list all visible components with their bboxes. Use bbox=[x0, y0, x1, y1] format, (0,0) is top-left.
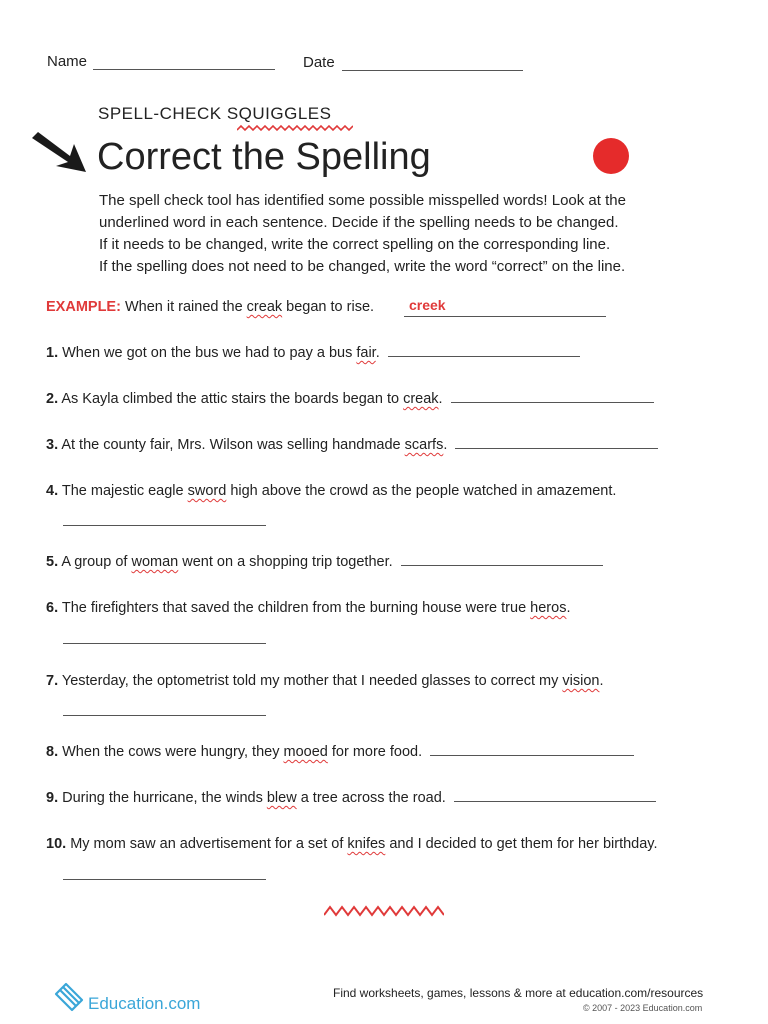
question-text: The majestic eagle bbox=[61, 483, 184, 499]
question-number: 5. bbox=[46, 554, 59, 570]
question-text-after: . bbox=[599, 673, 604, 689]
question-number: 3. bbox=[46, 437, 59, 453]
example-label: EXAMPLE: bbox=[46, 299, 121, 315]
question-5 bbox=[46, 554, 603, 570]
question-9 bbox=[46, 790, 656, 806]
question-word: sword bbox=[187, 483, 227, 499]
answer-line-7[interactable] bbox=[63, 714, 266, 716]
answer-line-5[interactable] bbox=[401, 564, 603, 566]
question-text-after: . bbox=[566, 600, 571, 616]
question-7 bbox=[46, 673, 603, 689]
question-text-after: for more food. bbox=[331, 744, 423, 760]
worksheet-kicker: SPELL-CHECK SQUIGGLES bbox=[98, 104, 332, 123]
instructions bbox=[99, 190, 626, 278]
question-text: During the hurricane, the winds bbox=[62, 790, 263, 806]
example-row bbox=[46, 299, 374, 315]
question-3 bbox=[46, 437, 658, 453]
question-text-after: . bbox=[438, 391, 443, 407]
question-text-after: . bbox=[443, 437, 448, 453]
example-text-after: began to rise. bbox=[286, 299, 375, 315]
example-word: creak bbox=[246, 299, 283, 315]
answer-line-4[interactable] bbox=[63, 524, 266, 526]
answer-line-9[interactable] bbox=[454, 800, 656, 802]
name-field[interactable] bbox=[93, 68, 275, 70]
name-label: Name bbox=[47, 53, 88, 70]
question-10 bbox=[46, 836, 658, 852]
question-word: vision bbox=[562, 673, 600, 689]
question-word: scarfs bbox=[404, 437, 444, 453]
question-word: knifes bbox=[347, 836, 386, 852]
question-8 bbox=[46, 744, 634, 760]
red-dot-icon bbox=[593, 138, 629, 174]
question-text: At the county fair, Mrs. Wilson was selling handmade bbox=[61, 437, 401, 453]
example-answer-line bbox=[404, 315, 606, 317]
question-word: heros bbox=[530, 600, 567, 616]
question-word: creak bbox=[403, 391, 439, 407]
question-text: The firefighters that saved the children from the burning house were true bbox=[61, 600, 527, 616]
answer-line-1[interactable] bbox=[388, 355, 580, 357]
question-text-after: high above the crowd as the people watched in amazement. bbox=[230, 483, 617, 499]
question-1 bbox=[46, 345, 580, 361]
answer-line-2[interactable] bbox=[451, 401, 654, 403]
question-text: When the cows were hungry, they bbox=[62, 744, 280, 760]
question-2 bbox=[46, 391, 654, 407]
question-number: 6. bbox=[46, 600, 59, 616]
question-number: 2. bbox=[46, 391, 59, 407]
date-field[interactable] bbox=[342, 69, 523, 71]
page-title: Correct the Spelling bbox=[97, 136, 431, 178]
question-text: As Kayla climbed the attic stairs the boards began to bbox=[61, 391, 400, 407]
instructions-line: If the spelling does not need to be changed, write the word “correct” on the line. bbox=[99, 258, 626, 275]
question-text: A group of bbox=[61, 554, 128, 570]
footer-tagline: Find worksheets, games, lessons & more at education.com/resources bbox=[333, 986, 704, 1000]
question-text: Yesterday, the optometrist told my mother that I needed glasses to correct my bbox=[61, 673, 559, 689]
question-text-after: a tree across the road. bbox=[300, 790, 446, 806]
example-answer: creek bbox=[409, 297, 446, 313]
question-word: woman bbox=[131, 554, 179, 570]
question-number: 4. bbox=[46, 483, 59, 499]
education-logo-icon bbox=[52, 978, 86, 1012]
question-6 bbox=[46, 600, 570, 616]
squiggle-divider-icon bbox=[324, 904, 444, 918]
answer-line-10[interactable] bbox=[63, 878, 266, 880]
question-word: fair bbox=[356, 345, 376, 361]
question-word: mooed bbox=[283, 744, 328, 760]
question-number: 1. bbox=[46, 345, 59, 361]
question-text-after: and I decided to get them for her birthday. bbox=[389, 836, 658, 852]
arrow-icon bbox=[30, 132, 88, 174]
date-label: Date bbox=[303, 54, 335, 71]
copyright: © 2007 - 2023 Education.com bbox=[583, 1003, 703, 1013]
question-text: When we got on the bus we had to pay a bus bbox=[62, 345, 353, 361]
kicker-squiggle bbox=[237, 124, 353, 132]
question-4 bbox=[46, 483, 616, 499]
instructions-line: If it needs to be changed, write the correct spelling on the corresponding line. bbox=[99, 236, 611, 253]
answer-line-8[interactable] bbox=[430, 754, 634, 756]
question-text-after: . bbox=[375, 345, 380, 361]
brand-name: Education.com bbox=[88, 994, 201, 1013]
question-word: blew bbox=[266, 790, 297, 806]
question-text: My mom saw an advertisement for a set of bbox=[70, 836, 344, 852]
answer-line-3[interactable] bbox=[455, 447, 658, 449]
instructions-line: underlined word in each sentence. Decide if the spelling needs to be changed. bbox=[99, 214, 619, 231]
question-number: 7. bbox=[46, 673, 59, 689]
instructions-line: The spell check tool has identified some possible misspelled words! Look at the bbox=[99, 192, 626, 209]
question-number: 10. bbox=[46, 836, 67, 852]
answer-line-6[interactable] bbox=[63, 642, 266, 644]
question-number: 9. bbox=[46, 790, 59, 806]
question-text-after: went on a shopping trip together. bbox=[182, 554, 393, 570]
question-number: 8. bbox=[46, 744, 59, 760]
example-text-before: When it rained the bbox=[124, 299, 243, 315]
